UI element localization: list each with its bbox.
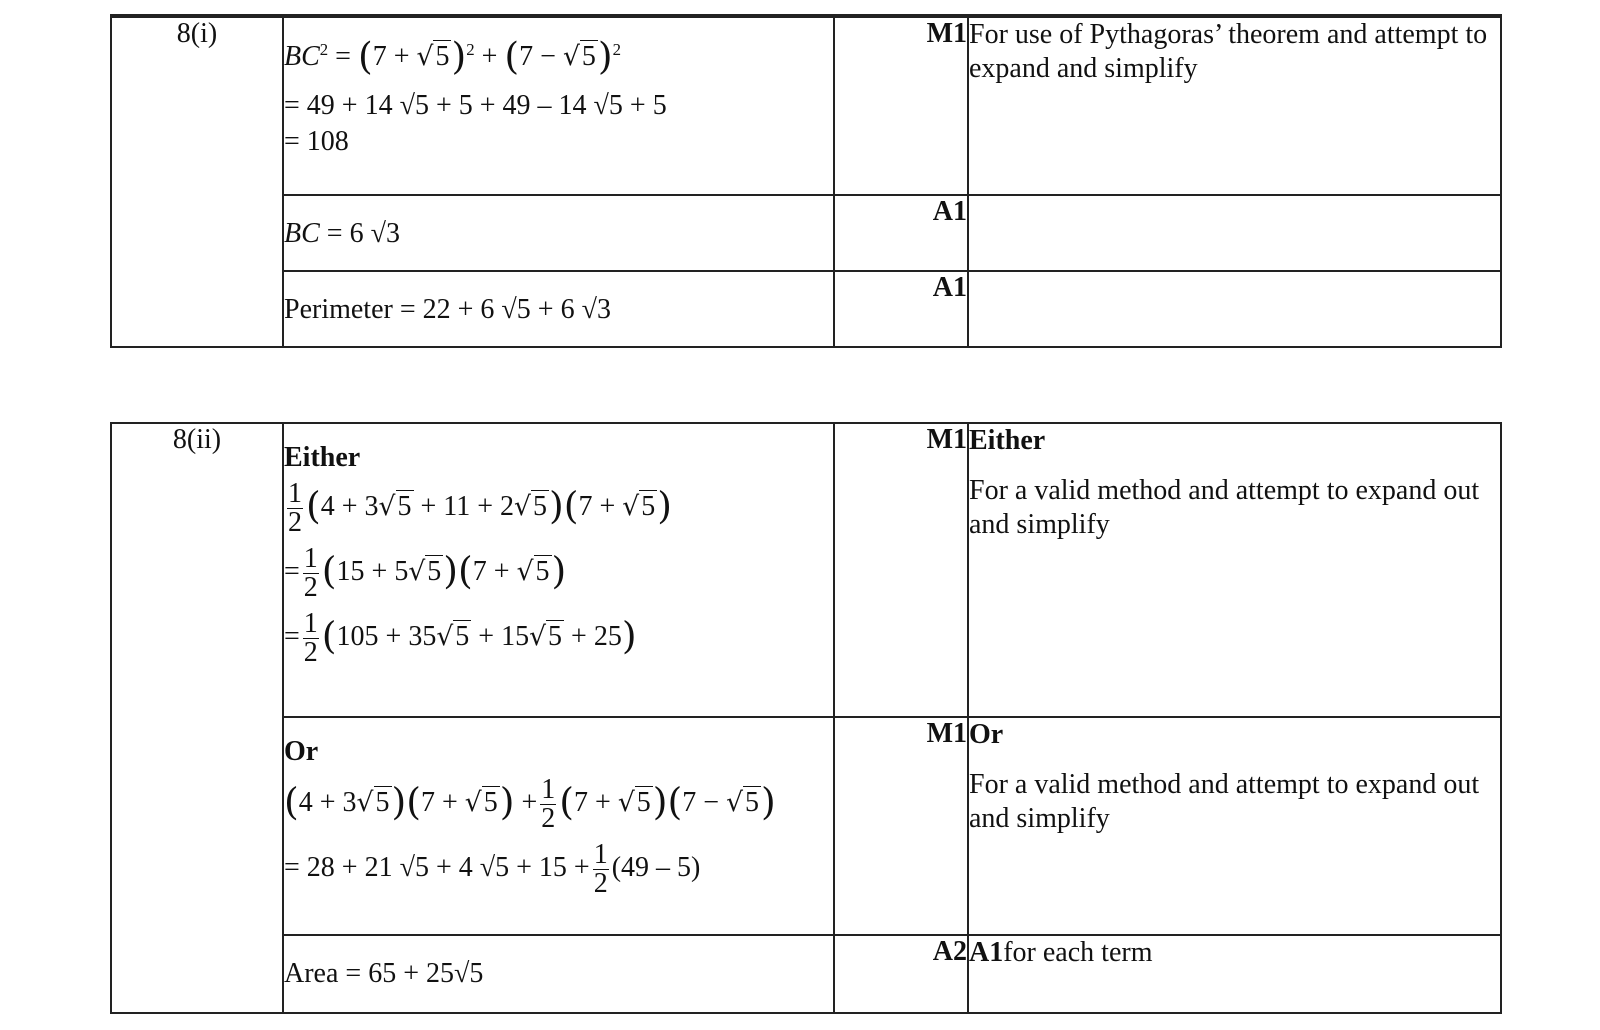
table-row <box>111 935 1501 1013</box>
guidance-cell <box>968 935 1501 1013</box>
either-note-label: Either <box>969 425 1046 456</box>
or-line-1: (4 + 3√5)(7 + √5) + $\frac{1}{2}$ (7 + √5)(7 − √5) <box>284 774 776 834</box>
working-cell <box>283 195 834 271</box>
either-line-1: $\frac{1}{2}$ (4 + 3√5 + 11 + 2√5)(7 + √5) <box>288 478 672 538</box>
table-row <box>111 17 1501 195</box>
or-note: For a valid method and attempt to expand out and simplify <box>969 769 1480 834</box>
mark-cell: M1 <box>834 17 968 195</box>
mark-cell: M1 <box>834 423 968 717</box>
working-cell <box>283 17 834 195</box>
working-line-1: $BC^2 = (7 + √5)^2 + (7 - √5)^2$ <box>284 34 622 78</box>
mark-scheme-table-8i <box>110 14 1502 348</box>
guidance-cell <box>968 717 1501 935</box>
working-cell <box>283 935 834 1013</box>
either-line-3: = $\frac{1}{2}$ (105 + 35√5 + 15√5 + 25) <box>284 608 637 668</box>
working-cell <box>283 423 834 717</box>
or-label: Or <box>284 736 319 767</box>
answer-bc: BC = 6 √3 <box>284 218 400 249</box>
answer-area: Area = 65 + 25√5 <box>284 958 484 989</box>
table-row <box>111 195 1501 271</box>
working-cell <box>283 271 834 347</box>
answer-perimeter: Perimeter = 22 + 6 √5 + 6 √3 <box>284 294 611 325</box>
working-line-3: = 108 <box>284 125 349 157</box>
question-number: 8(ii) <box>111 423 283 1013</box>
table-row <box>111 717 1501 935</box>
guidance-cell: For use of Pythagoras’ theorem and attempt to expand and simplify <box>968 17 1501 195</box>
either-label: Either <box>284 442 361 473</box>
or-note-label: Or <box>969 719 1004 750</box>
table-row <box>111 271 1501 347</box>
table-row <box>111 423 1501 717</box>
working-line-2: = 49 + 14 √5 + 5 + 49 – 14 √5 + 5 <box>284 89 667 121</box>
mark-scheme-table-8ii <box>110 422 1502 1014</box>
guidance-cell <box>968 423 1501 717</box>
mark-cell: A1 <box>834 195 968 271</box>
either-line-2: = $\frac{1}{2}$ (15 + 5√5)(7 + √5) <box>284 543 567 603</box>
final-note: for each term <box>1003 937 1153 968</box>
final-note-bold: A1 <box>969 937 1004 968</box>
working-cell <box>283 717 834 935</box>
guidance-cell <box>968 271 1501 347</box>
mark-cell: M1 <box>834 717 968 935</box>
question-number: 8(i) <box>111 17 283 347</box>
or-line-2: = 28 + 21 √5 + 4 √5 + 15 + $\frac{1}{2}$ (49 – 5) <box>284 839 701 899</box>
guidance-cell <box>968 195 1501 271</box>
either-note: For a valid method and attempt to expand out and simplify <box>969 475 1480 540</box>
mark-cell: A2 <box>834 935 968 1013</box>
mark-cell: A1 <box>834 271 968 347</box>
